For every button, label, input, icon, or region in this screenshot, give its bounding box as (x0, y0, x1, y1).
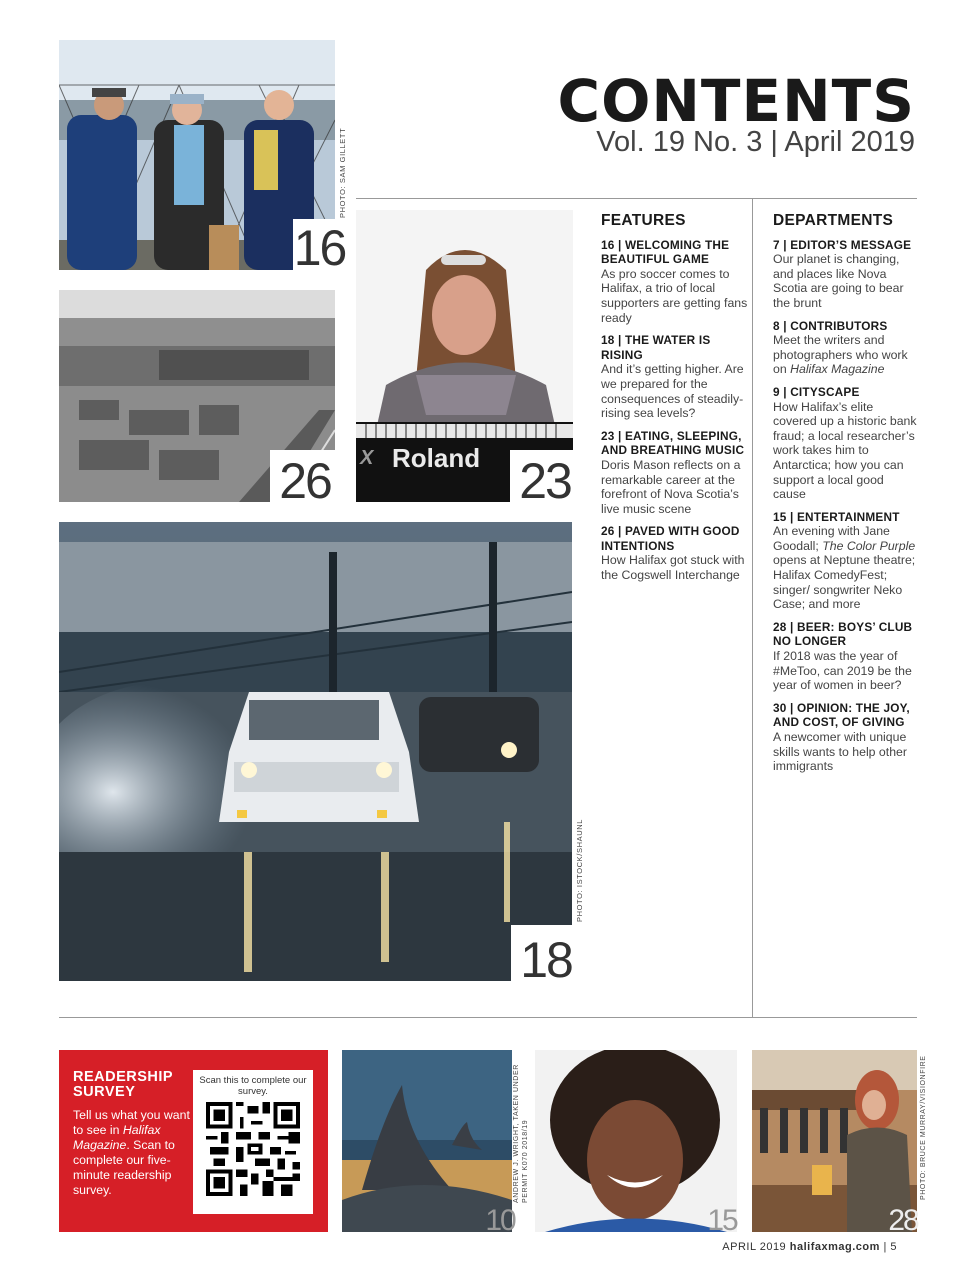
page-number-16: 16 (293, 220, 346, 276)
feature-item[interactable] (601, 333, 749, 421)
department-title[interactable]: 30 | OPINION: THE JOY, AND COST, OF GIVING (773, 700, 910, 730)
department-item[interactable] (773, 701, 919, 774)
qr-code-icon[interactable] (206, 1102, 300, 1196)
header-rule (356, 198, 917, 199)
readership-survey-box[interactable] (59, 1050, 328, 1232)
department-item[interactable] (773, 620, 919, 693)
bottom-rule (59, 1017, 917, 1018)
qr-code-box[interactable] (193, 1070, 313, 1214)
feature-item[interactable] (601, 238, 749, 326)
photo-credit-beer: PHOTO: BRUCE MURRAY/VISIONFIRE (920, 1055, 927, 1200)
features-column (601, 214, 749, 591)
department-item[interactable] (773, 238, 919, 311)
page-footer (722, 1241, 897, 1253)
feature-title[interactable]: 18 | THE WATER IS RISING (601, 333, 711, 362)
departments-column (773, 214, 919, 782)
footer-page-number: 5 (890, 1241, 897, 1253)
feature-title[interactable]: 16 | WELCOMING THE BEAUTIFUL GAME (601, 237, 730, 267)
feature-item[interactable] (601, 429, 749, 517)
survey-description: Tell us what you want to see in Halifax Magazine. Scan to complete our five-minute readership survey. (73, 1108, 190, 1197)
footer-site-link[interactable]: halifaxmag.com (789, 1241, 880, 1253)
photo-credit-soccer: PHOTO: SAM GILLETT (338, 127, 347, 218)
page-number-23: 23 (510, 450, 580, 506)
qr-caption: Scan this to complete our survey. (199, 1075, 307, 1097)
department-title[interactable]: 15 | ENTERTAINMENT (773, 509, 900, 524)
department-desc: Our planet is changing, and places like Nova Scotia are going to bear the brunt (773, 252, 904, 310)
photo-flooded-road (59, 522, 572, 981)
page-number-18: 18 (511, 925, 581, 985)
page-number-15: 15 (707, 1204, 737, 1237)
page-number-10: 10 (485, 1204, 515, 1237)
column-divider (752, 198, 753, 1018)
survey-title: READERSHIP SURVEY (73, 1069, 174, 1100)
feature-desc: And it’s getting higher. Are we prepared for the consequences of steadily-rising sea levels? (601, 362, 744, 421)
department-title[interactable]: 9 | CITYSCAPE (773, 384, 860, 399)
department-title[interactable]: 7 | EDITOR’S MESSAGE (773, 237, 912, 252)
department-item[interactable] (773, 510, 919, 612)
keyboard-brand-partial: X (360, 447, 374, 469)
department-desc: Meet the writers and photographers who work on Halifax Magazine (773, 333, 908, 377)
department-item[interactable] (773, 319, 919, 377)
department-title[interactable]: 8 | CONTRIBUTORS (773, 318, 888, 333)
department-desc: If 2018 was the year of #MeToo, can 2019 be the year of women in beer? (773, 649, 912, 693)
footer-separator: | (883, 1241, 887, 1253)
issue-info: Vol. 19 No. 3 | April 2019 (596, 126, 915, 158)
feature-title[interactable]: 26 | PAVED WITH GOOD INTENTIONS (601, 524, 740, 553)
page-number-28: 28 (888, 1204, 918, 1237)
page-number-26: 26 (270, 450, 340, 506)
feature-desc: Doris Mason reflects on a remarkable career at the forefront of Nova Scotia’s live music scene (601, 457, 741, 516)
department-title[interactable]: 28 | BEER: BOYS’ CLUB NO LONGER (773, 619, 913, 649)
features-heading: FEATURES (601, 212, 686, 229)
departments-heading: DEPARTMENTS (773, 212, 894, 229)
department-item[interactable] (773, 385, 919, 502)
photo-credit-whale-line2: PERMIT K070 2018/19 (522, 1119, 529, 1203)
department-desc: A newcomer with unique skills wants to help other immigrants (773, 730, 907, 774)
photo-credit-flood: PHOTO: ISTOCK/SHAUNL (575, 819, 584, 922)
feature-title[interactable]: 23 | EATING, SLEEPING, AND BREATHING MUSIC (601, 428, 745, 458)
department-desc: An evening with Jane Goodall; The Color Purple opens at Neptune theatre; Halifax ComedyFest; singer/ songwriter Neko Case; and more (773, 524, 916, 612)
feature-item[interactable] (601, 524, 749, 582)
feature-desc: As pro soccer comes to Halifax, a trio of local supporters are getting fans ready (601, 266, 748, 325)
photo-credit-whale-line1: ANDREW J. WRIGHT, TAKEN UNDER (513, 1064, 520, 1203)
department-desc: How Halifax’s elite covered up a historic bank fraud; a local researcher’s work takes him to Antarctica; how you can support a local good cause (773, 399, 917, 502)
page-title: CONTENTS (557, 67, 915, 135)
keyboard-brand: Roland (392, 443, 481, 473)
feature-desc: How Halifax got stuck with the Cogswell Interchange (601, 553, 745, 583)
footer-month: APRIL 2019 (722, 1241, 787, 1253)
